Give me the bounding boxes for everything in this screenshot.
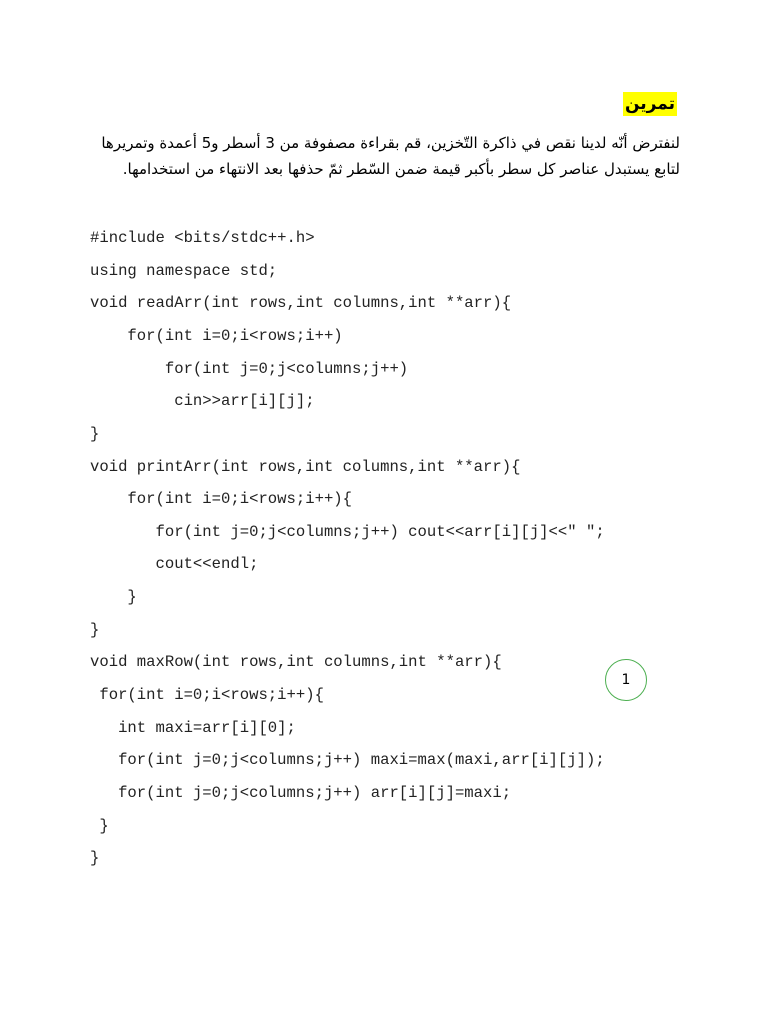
code-line: for(int j=0;j<columns;j++) cout<<arr[i][j]<<" "; [90,523,605,541]
code-line: } [90,817,109,835]
code-line: cin>>arr[i][j]; [90,392,315,410]
code-line: } [90,621,100,639]
code-line: void printArr(int rows,int columns,int **arr){ [90,458,521,476]
exercise-description [88,130,680,182]
code-line: } [90,588,137,606]
code-line: } [90,849,100,867]
code-line: for(int i=0;i<rows;i++) [90,327,343,345]
code-line: for(int j=0;j<columns;j++) arr[i][j]=maxi; [90,784,512,802]
code-line: #include <bits/stdc++.h> [90,229,315,247]
code-line: void maxRow(int rows,int columns,int **arr){ [90,653,502,671]
code-line: void readArr(int rows,int columns,int **arr){ [90,294,512,312]
title-container [623,92,677,116]
code-line: for(int j=0;j<columns;j++) [90,360,409,378]
code-line: for(int j=0;j<columns;j++) maxi=max(maxi,arr[i][j]); [90,751,605,769]
code-line: using namespace std; [90,262,278,280]
description-line-2: لتابع يستبدل عناصر كل سطر بأكبر قيمة ضمن السّطر ثمّ حذفها بعد الانتهاء من استخدامها. [122,160,680,178]
description-line-1: لنفترض أنّه لدينا نقص في ذاكرة التّخزين، قم بقراءة مصفوفة من 3 أسطر و5 أعمدة وتمريرها [101,134,680,152]
code-line: cout<<endl; [90,555,259,573]
step-number-badge: 1 [605,659,647,701]
code-line: for(int i=0;i<rows;i++){ [90,490,353,508]
code-line: } [90,425,100,443]
code-line: int maxi=arr[i][0]; [90,719,296,737]
code-line: for(int i=0;i<rows;i++){ [90,686,324,704]
exercise-title: تمرين [624,94,675,114]
